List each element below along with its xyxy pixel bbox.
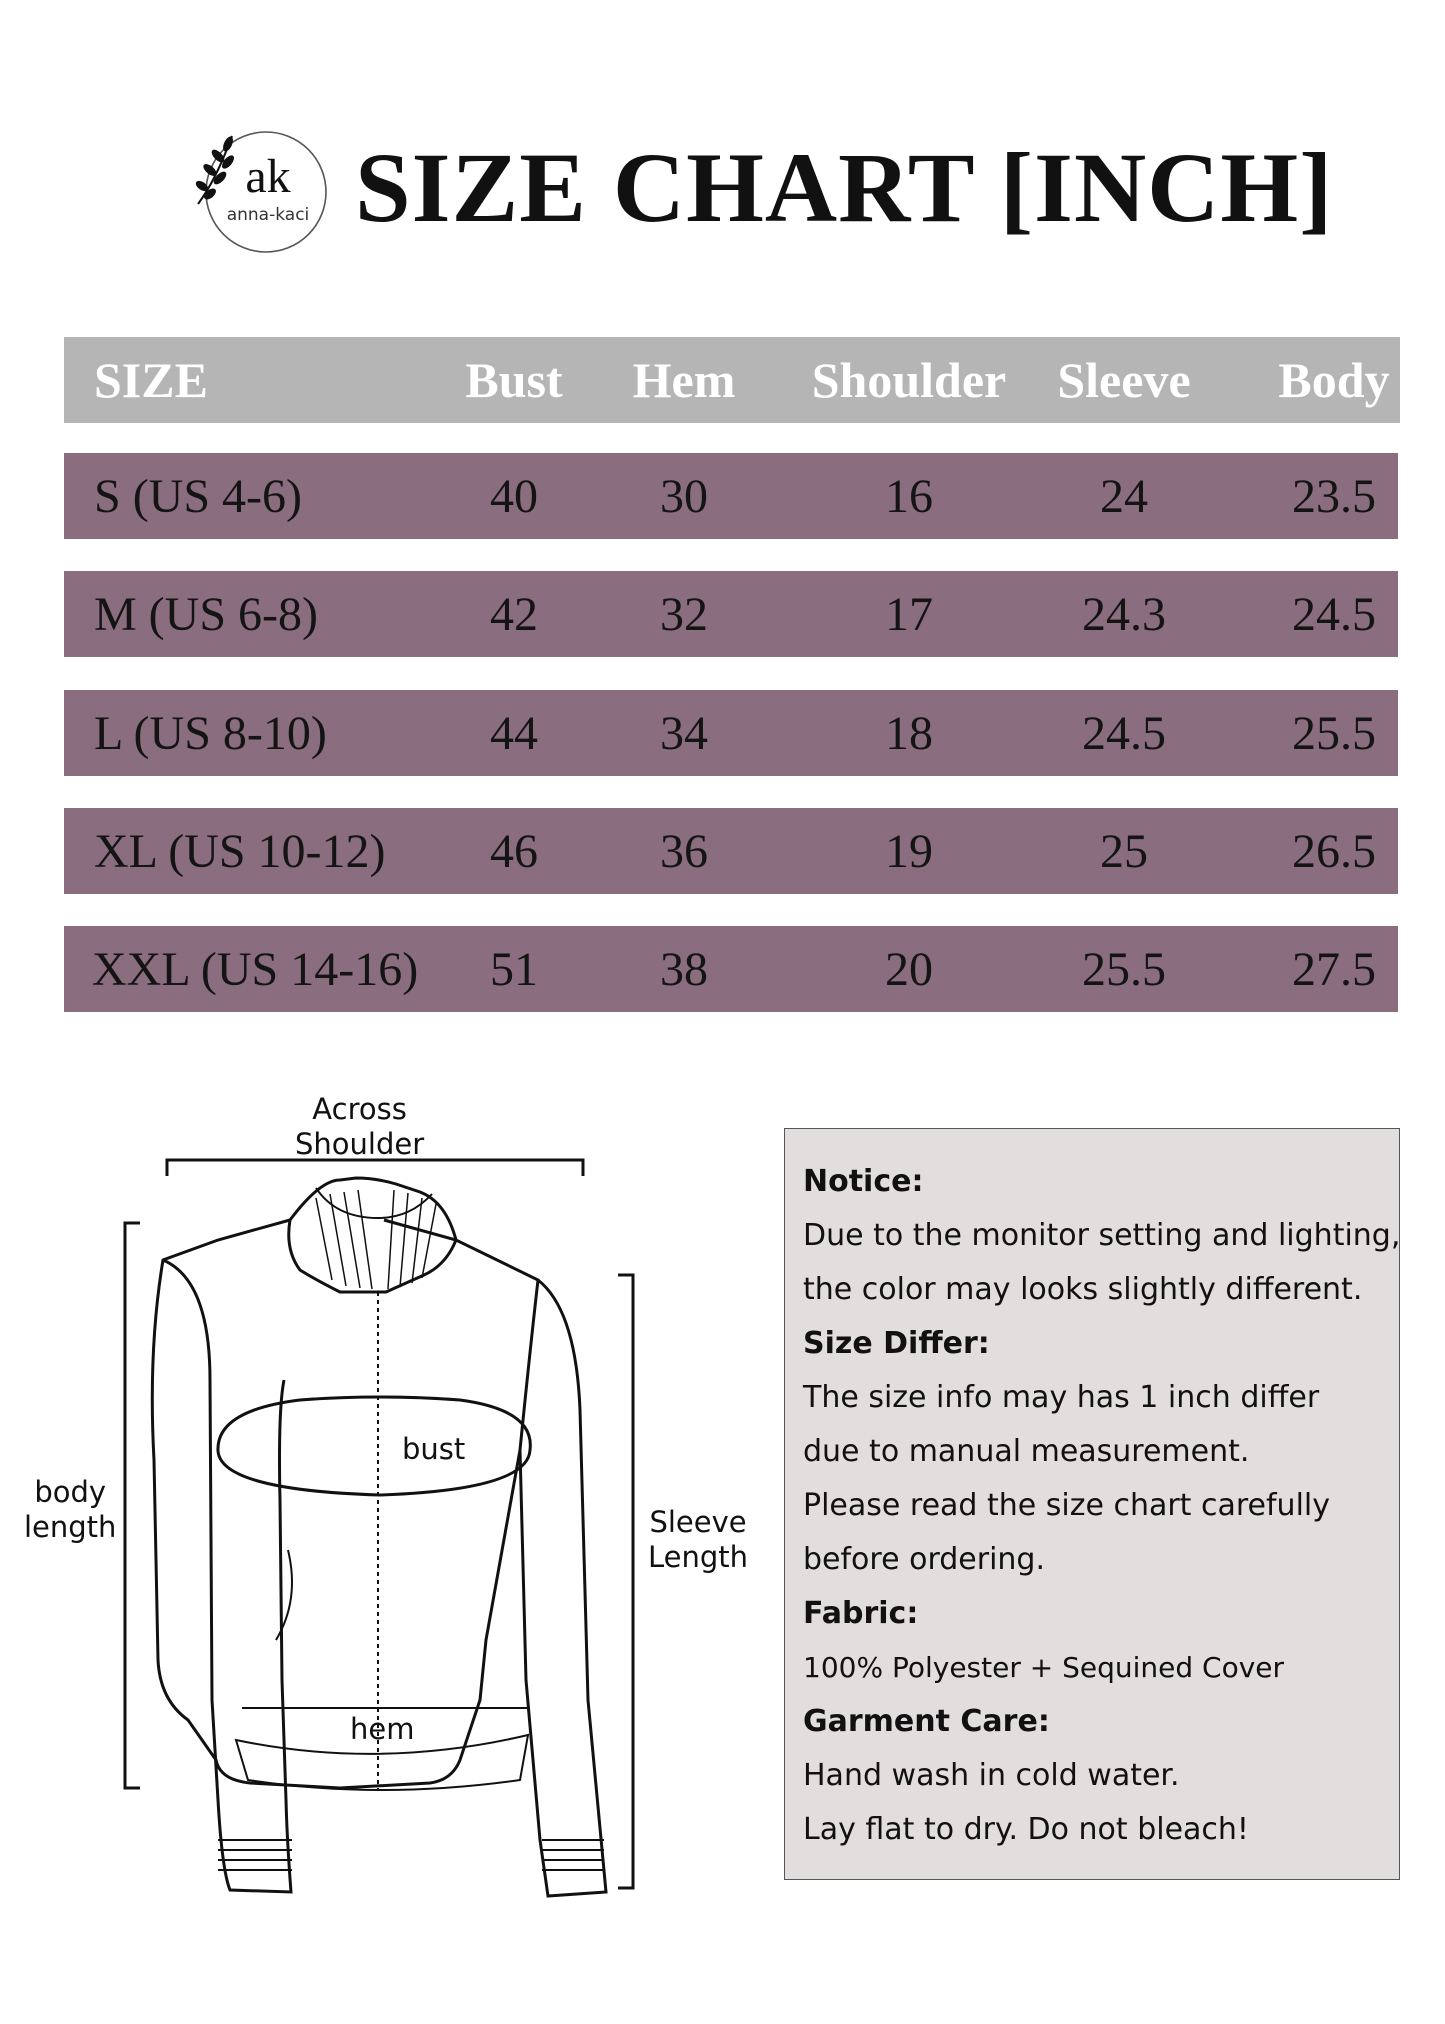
shoulder-cell: 16 bbox=[885, 469, 933, 523]
col-size-header: SIZE bbox=[94, 352, 208, 408]
body-length-bracket bbox=[125, 1223, 140, 1788]
sleeve-cell: 25 bbox=[1100, 824, 1148, 878]
left-sleeve-outline bbox=[163, 1260, 291, 1892]
label-sleeve-length bbox=[648, 1505, 748, 1575]
label-body-length-line1: body bbox=[34, 1475, 107, 1509]
size-differ-text: due to manual measurement. bbox=[803, 1434, 1250, 1469]
leaf-branch-icon bbox=[194, 135, 236, 204]
hem-cell: 30 bbox=[660, 469, 708, 523]
logo-brand-name: anna-kaci bbox=[226, 205, 310, 225]
hem-cell: 34 bbox=[660, 706, 708, 760]
label-body-length bbox=[24, 1475, 116, 1545]
bust-ellipse bbox=[218, 1397, 530, 1495]
label-hem: hem bbox=[350, 1712, 415, 1746]
right-sleeve-outline bbox=[520, 1280, 606, 1896]
body-cell: 27.5 bbox=[1292, 942, 1376, 996]
fabric-heading: Fabric: bbox=[803, 1596, 919, 1631]
table-row bbox=[64, 808, 1398, 894]
header bbox=[0, 100, 1445, 260]
size-differ-text: before ordering. bbox=[803, 1542, 1046, 1577]
page-title: SIZE CHART [INCH] bbox=[355, 132, 1334, 243]
size-table-header bbox=[64, 337, 1400, 423]
jacket-measurement-diagram bbox=[0, 1080, 790, 1920]
bust-cell: 51 bbox=[490, 942, 538, 996]
sleeve-cell: 24.3 bbox=[1082, 587, 1166, 641]
bust-cell: 40 bbox=[490, 469, 538, 523]
bust-cell: 42 bbox=[490, 587, 538, 641]
collar-ribbing bbox=[316, 1190, 436, 1289]
notice-heading: Notice: bbox=[803, 1164, 924, 1199]
label-bust: bust bbox=[402, 1432, 466, 1466]
size-cell: XXL (US 14-16) bbox=[92, 942, 419, 996]
label-body-length-line2: length bbox=[24, 1510, 117, 1544]
col-hem-header: Hem bbox=[632, 352, 736, 408]
label-across-shoulder bbox=[295, 1092, 424, 1162]
body-cell: 23.5 bbox=[1292, 469, 1376, 523]
hem-cell: 38 bbox=[660, 942, 708, 996]
label-sleeve-length-line2: Length bbox=[648, 1540, 749, 1574]
sleeve-cell: 24 bbox=[1100, 469, 1148, 523]
col-body-header: Body bbox=[1278, 352, 1390, 408]
table-row bbox=[64, 690, 1398, 776]
sleeve-cell: 24.5 bbox=[1082, 706, 1166, 760]
label-across-shoulder-line2: Shoulder bbox=[295, 1127, 425, 1161]
fabric-text: 100% Polyester + Sequined Cover bbox=[803, 1651, 1285, 1684]
size-cell: M (US 6-8) bbox=[94, 587, 318, 641]
hem-cell: 32 bbox=[660, 587, 708, 641]
bust-cell: 46 bbox=[490, 824, 538, 878]
size-differ-text: The size info may has 1 inch differ bbox=[803, 1380, 1320, 1415]
col-bust-header: Bust bbox=[465, 352, 563, 408]
garment-care-heading: Garment Care: bbox=[803, 1704, 1050, 1739]
right-cuff bbox=[542, 1840, 604, 1870]
hem-cell: 36 bbox=[660, 824, 708, 878]
shoulder-bracket bbox=[167, 1160, 583, 1176]
size-differ-heading: Size Differ: bbox=[803, 1326, 990, 1361]
garment-care-text: Lay flat to dry. Do not bleach! bbox=[803, 1812, 1249, 1847]
left-cuff bbox=[218, 1840, 292, 1870]
table-row bbox=[64, 926, 1398, 1012]
label-across-shoulder-line1: Across bbox=[312, 1092, 407, 1126]
body-cell: 24.5 bbox=[1292, 587, 1376, 641]
body-cell: 25.5 bbox=[1292, 706, 1376, 760]
table-row bbox=[64, 571, 1398, 657]
size-cell: XL (US 10-12) bbox=[94, 824, 386, 878]
shoulder-cell: 17 bbox=[885, 587, 933, 641]
body-cell: 26.5 bbox=[1292, 824, 1376, 878]
shoulder-cell: 18 bbox=[885, 706, 933, 760]
shoulder-cell: 20 bbox=[885, 942, 933, 996]
size-cell: L (US 8-10) bbox=[94, 706, 327, 760]
notice-text: Due to the monitor setting and lighting, bbox=[803, 1218, 1401, 1253]
bust-cell: 44 bbox=[490, 706, 538, 760]
label-sleeve-length-line1: Sleeve bbox=[649, 1505, 747, 1539]
pocket-line bbox=[276, 1550, 292, 1640]
col-sleeve-header: Sleeve bbox=[1057, 352, 1191, 408]
size-cell: S (US 4-6) bbox=[94, 469, 303, 523]
col-shoulder-header: Shoulder bbox=[811, 352, 1007, 408]
jacket-illustration bbox=[0, 1080, 790, 1920]
table-row bbox=[64, 453, 1398, 539]
logo-monogram: ak bbox=[245, 150, 291, 203]
sleeve-length-bracket bbox=[618, 1275, 633, 1888]
notice-panel bbox=[784, 1128, 1400, 1880]
garment-care-text: Hand wash in cold water. bbox=[803, 1758, 1180, 1793]
notice-text: the color may looks slightly different. bbox=[803, 1272, 1363, 1307]
size-differ-text: Please read the size chart carefully bbox=[803, 1488, 1330, 1523]
sleeve-cell: 25.5 bbox=[1082, 942, 1166, 996]
shoulder-cell: 19 bbox=[885, 824, 933, 878]
brand-logo bbox=[188, 126, 330, 256]
